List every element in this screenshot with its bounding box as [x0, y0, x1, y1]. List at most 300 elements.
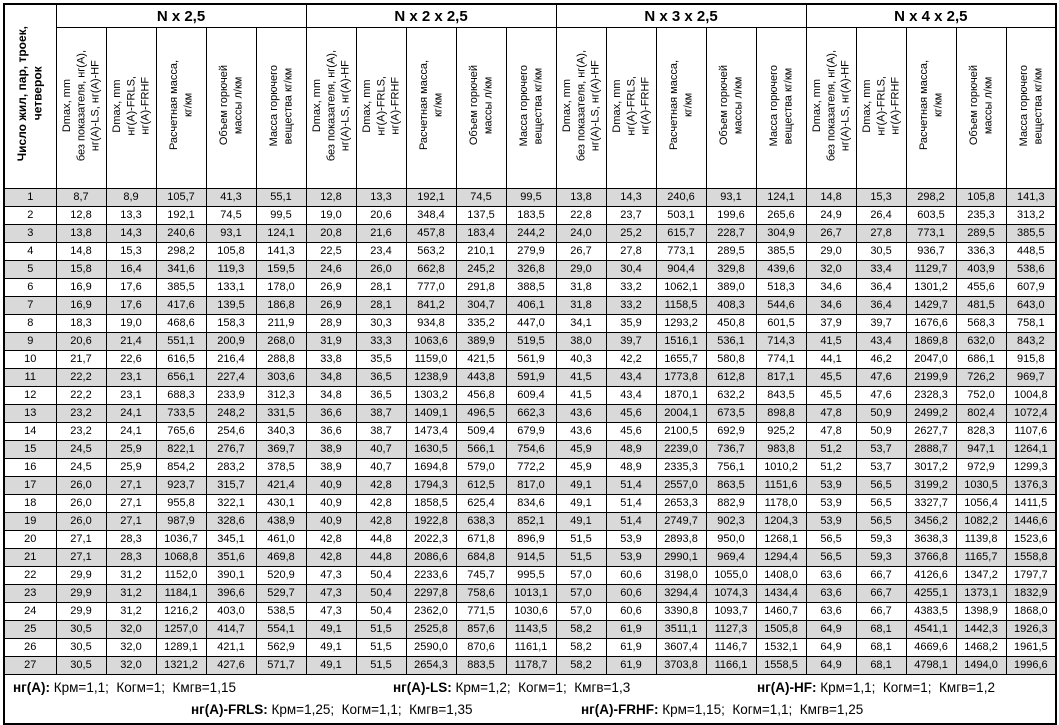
- value-cell: 934,8: [406, 315, 456, 333]
- row-number-cell: 21: [4, 549, 56, 567]
- value-cell: 20,6: [56, 333, 106, 351]
- value-cell: 2022,3: [406, 531, 456, 549]
- value-cell: 3511,1: [656, 621, 706, 639]
- value-cell: 936,7: [906, 243, 956, 261]
- value-cell: 28,3: [106, 531, 156, 549]
- value-cell: 427,6: [206, 657, 256, 675]
- table-row: [4, 189, 1056, 207]
- value-cell: 28,3: [106, 549, 156, 567]
- row-number-cell: 12: [4, 387, 56, 405]
- column-header-text: Dmax, mm нг(А)-FRLS, нг(А)-FRHF: [610, 75, 652, 136]
- value-cell: 36,5: [356, 369, 406, 387]
- value-cell: 322,1: [206, 495, 256, 513]
- value-cell: 1004,8: [1006, 387, 1056, 405]
- footnote-text: Крм=1,25; Когм=1,1; Кмгв=1,35: [271, 702, 473, 717]
- value-cell: 25,9: [106, 441, 156, 459]
- value-cell: 2749,7: [656, 513, 706, 531]
- value-cell: 2086,6: [406, 549, 456, 567]
- row-number-cell: 9: [4, 333, 56, 351]
- row-number-cell: 24: [4, 603, 56, 621]
- value-cell: 1062,1: [656, 279, 706, 297]
- value-cell: 244,2: [506, 225, 556, 243]
- value-cell: 1268,1: [756, 531, 806, 549]
- value-cell: 32,0: [106, 639, 156, 657]
- row-number-cell: 20: [4, 531, 56, 549]
- value-cell: 331,5: [256, 405, 306, 423]
- value-cell: 1129,7: [906, 261, 956, 279]
- value-cell: 240,6: [156, 225, 206, 243]
- value-cell: 39,7: [606, 333, 656, 351]
- footnotes-cell: [4, 675, 1056, 725]
- value-cell: 28,1: [356, 297, 406, 315]
- value-cell: 28,1: [356, 279, 406, 297]
- value-cell: 63,6: [806, 603, 856, 621]
- value-cell: 389,9: [456, 333, 506, 351]
- value-cell: 1468,2: [956, 639, 1006, 657]
- value-cell: 571,7: [256, 657, 306, 675]
- value-cell: 51,5: [556, 549, 606, 567]
- footnote-ngA-FRLS: [191, 699, 472, 721]
- value-cell: 1794,3: [406, 477, 456, 495]
- row-number-cell: 3: [4, 225, 56, 243]
- value-cell: 178,0: [256, 279, 306, 297]
- value-cell: 24,1: [106, 405, 156, 423]
- value-cell: 22,5: [306, 243, 356, 261]
- value-cell: 64,9: [806, 639, 856, 657]
- value-cell: 45,5: [806, 369, 856, 387]
- value-cell: 22,6: [106, 351, 156, 369]
- row-number-cell: 2: [4, 207, 56, 225]
- value-cell: 31,2: [106, 603, 156, 621]
- value-cell: 385,5: [1006, 225, 1056, 243]
- value-cell: 40,9: [306, 477, 356, 495]
- column-header: [806, 28, 856, 189]
- value-cell: 51,4: [606, 513, 656, 531]
- value-cell: 105,8: [956, 189, 1006, 207]
- column-header: [1006, 28, 1056, 189]
- column-header: [506, 28, 556, 189]
- group-title-nx3x25: N x 3 x 2,5: [556, 4, 806, 28]
- value-cell: 304,9: [756, 225, 806, 243]
- value-cell: 29,9: [56, 567, 106, 585]
- value-cell: 291,8: [456, 279, 506, 297]
- table-row: [4, 225, 1056, 243]
- value-cell: 955,8: [156, 495, 206, 513]
- column-header-text: Масса горючего вещества кг/км: [267, 64, 294, 147]
- value-cell: 758,6: [456, 585, 506, 603]
- value-cell: 27,1: [106, 477, 156, 495]
- value-cell: 1166,1: [706, 657, 756, 675]
- value-cell: 328,6: [206, 513, 256, 531]
- value-cell: 8,7: [56, 189, 106, 207]
- value-cell: 450,8: [706, 315, 756, 333]
- value-cell: 972,9: [956, 459, 1006, 477]
- value-cell: 38,0: [556, 333, 606, 351]
- column-header-text: Объем горючей массы л/км: [717, 65, 745, 146]
- value-cell: 27,8: [606, 243, 656, 261]
- value-cell: 26,0: [56, 477, 106, 495]
- value-cell: 754,6: [506, 441, 556, 459]
- value-cell: 48,9: [606, 441, 656, 459]
- table-row: [4, 297, 1056, 315]
- group-header-row: [4, 4, 1056, 28]
- value-cell: 44,8: [356, 549, 406, 567]
- value-cell: 64,9: [806, 657, 856, 675]
- value-cell: 240,6: [656, 189, 706, 207]
- value-cell: 53,7: [856, 441, 906, 459]
- value-cell: 863,5: [706, 477, 756, 495]
- value-cell: 42,8: [356, 513, 406, 531]
- value-cell: 345,1: [206, 531, 256, 549]
- value-cell: 35,9: [606, 315, 656, 333]
- value-cell: 632,2: [706, 387, 756, 405]
- value-cell: 192,1: [156, 207, 206, 225]
- value-cell: 1398,9: [956, 603, 1006, 621]
- value-cell: 822,1: [156, 441, 206, 459]
- value-cell: 538,5: [256, 603, 306, 621]
- value-cell: 66,7: [856, 567, 906, 585]
- value-cell: 26,9: [306, 297, 356, 315]
- value-cell: 23,7: [606, 207, 656, 225]
- column-header: [356, 28, 406, 189]
- value-cell: 32,0: [106, 621, 156, 639]
- value-cell: 30,5: [56, 621, 106, 639]
- value-cell: 21,7: [56, 351, 106, 369]
- value-cell: 279,9: [506, 243, 556, 261]
- table-row: [4, 333, 1056, 351]
- value-cell: 898,8: [756, 405, 806, 423]
- value-cell: 15,3: [856, 189, 906, 207]
- value-cell: 51,5: [556, 531, 606, 549]
- value-cell: 56,5: [856, 495, 906, 513]
- value-cell: 566,1: [456, 441, 506, 459]
- value-cell: 544,6: [756, 297, 806, 315]
- column-header: [706, 28, 756, 189]
- value-cell: 53,7: [856, 459, 906, 477]
- value-cell: 1178,7: [506, 657, 556, 675]
- value-cell: 688,3: [156, 387, 206, 405]
- value-cell: 1868,0: [1006, 603, 1056, 621]
- column-header: [956, 28, 1006, 189]
- value-cell: 1299,3: [1006, 459, 1056, 477]
- value-cell: 408,3: [706, 297, 756, 315]
- value-cell: 1694,8: [406, 459, 456, 477]
- column-header-text: Масса горючего вещества кг/км: [767, 64, 795, 147]
- table-row: [4, 477, 1056, 495]
- table-row: [4, 495, 1056, 513]
- value-cell: 987,9: [156, 513, 206, 531]
- value-cell: 378,5: [256, 459, 306, 477]
- value-cell: 843,2: [1006, 333, 1056, 351]
- value-cell: 26,0: [56, 513, 106, 531]
- value-cell: 13,3: [106, 207, 156, 225]
- footnote-ngA-HF: [757, 677, 995, 699]
- value-cell: 56,5: [806, 549, 856, 567]
- value-cell: 49,1: [556, 495, 606, 513]
- column-header: [656, 28, 706, 189]
- value-cell: 26,7: [806, 225, 856, 243]
- value-cell: 904,4: [656, 261, 706, 279]
- value-cell: 289,5: [706, 243, 756, 261]
- value-cell: 105,8: [206, 243, 256, 261]
- row-number-cell: 4: [4, 243, 56, 261]
- value-cell: 23,2: [56, 405, 106, 423]
- value-cell: 439,6: [756, 261, 806, 279]
- value-cell: 457,8: [406, 225, 456, 243]
- value-cell: 13,8: [56, 225, 106, 243]
- value-cell: 591,9: [506, 369, 556, 387]
- value-cell: 276,7: [206, 441, 256, 459]
- value-cell: 33,2: [606, 279, 656, 297]
- value-cell: 857,6: [456, 621, 506, 639]
- value-cell: 32,0: [106, 657, 156, 675]
- value-cell: 17,6: [106, 279, 156, 297]
- value-cell: 765,6: [156, 423, 206, 441]
- value-cell: 45,9: [556, 459, 606, 477]
- value-cell: 44,1: [806, 351, 856, 369]
- value-cell: 882,9: [706, 495, 756, 513]
- table-row: [4, 243, 1056, 261]
- row-number-cell: 13: [4, 405, 56, 423]
- footnote-text: Крм=1,2; Когм=1; Кмгв=1,3: [455, 680, 631, 695]
- value-cell: 47,3: [306, 567, 356, 585]
- value-cell: 34,8: [306, 387, 356, 405]
- value-cell: 60,6: [606, 567, 656, 585]
- value-cell: 3607,4: [656, 639, 706, 657]
- value-cell: 923,7: [156, 477, 206, 495]
- value-cell: 615,7: [656, 225, 706, 243]
- column-header: [406, 28, 456, 189]
- value-cell: 53,9: [606, 531, 656, 549]
- value-cell: 66,7: [856, 585, 906, 603]
- value-cell: 268,0: [256, 333, 306, 351]
- value-cell: 12,8: [306, 189, 356, 207]
- column-header: [306, 28, 356, 189]
- table-row: [4, 441, 1056, 459]
- value-cell: 200,9: [206, 333, 256, 351]
- table-row: [4, 621, 1056, 639]
- value-cell: 1204,3: [756, 513, 806, 531]
- value-cell: 53,9: [806, 495, 856, 513]
- value-cell: 1159,0: [406, 351, 456, 369]
- value-cell: 950,0: [706, 531, 756, 549]
- footnote-text: Крм=1,1; Когм=1; Кмгв=1,2: [820, 680, 995, 695]
- value-cell: 448,5: [1006, 243, 1056, 261]
- value-cell: 1516,1: [656, 333, 706, 351]
- value-cell: 133,1: [206, 279, 256, 297]
- value-cell: 403,0: [206, 603, 256, 621]
- value-cell: 51,5: [356, 621, 406, 639]
- value-cell: 159,5: [256, 261, 306, 279]
- value-cell: 2653,3: [656, 495, 706, 513]
- value-cell: 26,9: [306, 279, 356, 297]
- value-cell: 313,2: [1006, 207, 1056, 225]
- value-cell: 561,9: [506, 351, 556, 369]
- value-cell: 579,0: [456, 459, 506, 477]
- value-cell: 41,5: [556, 387, 606, 405]
- value-cell: 289,5: [956, 225, 1006, 243]
- value-cell: 49,1: [306, 621, 356, 639]
- value-cell: 1523,6: [1006, 531, 1056, 549]
- row-number-cell: 17: [4, 477, 56, 495]
- value-cell: 329,8: [706, 261, 756, 279]
- value-cell: 443,8: [456, 369, 506, 387]
- value-cell: 211,9: [256, 315, 306, 333]
- value-cell: 1072,4: [1006, 405, 1056, 423]
- value-cell: 1797,7: [1006, 567, 1056, 585]
- table-row: [4, 279, 1056, 297]
- value-cell: 1152,0: [156, 567, 206, 585]
- value-cell: 1434,4: [756, 585, 806, 603]
- value-cell: 834,6: [506, 495, 556, 513]
- value-cell: 74,5: [456, 189, 506, 207]
- value-cell: 4541,1: [906, 621, 956, 639]
- table-row: [4, 459, 1056, 477]
- value-cell: 3766,8: [906, 549, 956, 567]
- value-cell: 29,9: [56, 603, 106, 621]
- value-cell: 1107,6: [1006, 423, 1056, 441]
- value-cell: 32,0: [806, 261, 856, 279]
- corner-header: [4, 4, 56, 189]
- value-cell: 12,8: [56, 207, 106, 225]
- value-cell: 51,2: [806, 459, 856, 477]
- value-cell: 852,1: [506, 513, 556, 531]
- value-cell: 61,9: [606, 639, 656, 657]
- value-cell: 1165,7: [956, 549, 1006, 567]
- value-cell: 24,0: [556, 225, 606, 243]
- value-cell: 18,3: [56, 315, 106, 333]
- value-cell: 554,1: [256, 621, 306, 639]
- column-header-text: Расчетная масса, кг/км: [167, 60, 194, 151]
- value-cell: 192,1: [406, 189, 456, 207]
- column-header: [856, 28, 906, 189]
- value-cell: 36,5: [356, 387, 406, 405]
- value-cell: 93,1: [206, 225, 256, 243]
- value-cell: 673,5: [706, 405, 756, 423]
- value-cell: 227,4: [206, 369, 256, 387]
- value-cell: 1293,2: [656, 315, 706, 333]
- value-cell: 288,8: [256, 351, 306, 369]
- value-cell: 2199,9: [906, 369, 956, 387]
- value-cell: 1161,1: [506, 639, 556, 657]
- value-cell: 41,5: [806, 333, 856, 351]
- value-cell: 20,8: [306, 225, 356, 243]
- value-cell: 925,2: [756, 423, 806, 441]
- value-cell: 870,6: [456, 639, 506, 657]
- value-cell: 22,2: [56, 387, 106, 405]
- value-cell: 817,0: [506, 477, 556, 495]
- value-cell: 632,0: [956, 333, 1006, 351]
- footnote-label: нг(А)-LS:: [393, 680, 452, 695]
- value-cell: 61,9: [606, 621, 656, 639]
- value-cell: 714,3: [756, 333, 806, 351]
- cable-spec-table: [3, 3, 1057, 725]
- column-header-text: Масса горючего вещества кг/км: [1017, 64, 1044, 147]
- column-header-text: Dmax, mm нг(А)-FRLS, нг(А)-FRHF: [860, 75, 902, 136]
- value-cell: 68,1: [856, 657, 906, 675]
- value-cell: 38,7: [356, 423, 406, 441]
- value-cell: 47,6: [856, 369, 906, 387]
- value-cell: 26,0: [56, 495, 106, 513]
- footnote-ngA-LS: [393, 677, 630, 699]
- table-row: [4, 549, 1056, 567]
- value-cell: 607,9: [1006, 279, 1056, 297]
- value-cell: 679,9: [506, 423, 556, 441]
- value-cell: 19,0: [306, 207, 356, 225]
- value-cell: 36,4: [856, 279, 906, 297]
- value-cell: 1832,9: [1006, 585, 1056, 603]
- column-header-text: Расчетная масса, кг/км: [417, 60, 444, 151]
- value-cell: 638,3: [456, 513, 506, 531]
- value-cell: 773,1: [656, 243, 706, 261]
- value-cell: 2297,8: [406, 585, 456, 603]
- value-cell: 14,8: [56, 243, 106, 261]
- row-number-cell: 6: [4, 279, 56, 297]
- table-row: [4, 585, 1056, 603]
- value-cell: 662,8: [406, 261, 456, 279]
- value-cell: 48,9: [606, 459, 656, 477]
- value-cell: 61,9: [606, 657, 656, 675]
- value-cell: 1082,2: [956, 513, 1006, 531]
- value-cell: 265,6: [756, 207, 806, 225]
- value-cell: 24,9: [806, 207, 856, 225]
- value-cell: 315,7: [206, 477, 256, 495]
- value-cell: 51,4: [606, 495, 656, 513]
- value-cell: 686,1: [956, 351, 1006, 369]
- value-cell: 248,2: [206, 405, 256, 423]
- value-cell: 25,9: [106, 459, 156, 477]
- value-cell: 671,8: [456, 531, 506, 549]
- value-cell: 771,5: [456, 603, 506, 621]
- value-cell: 3199,2: [906, 477, 956, 495]
- value-cell: 1376,3: [1006, 477, 1056, 495]
- value-cell: 351,6: [206, 549, 256, 567]
- value-cell: 1055,0: [706, 567, 756, 585]
- value-cell: 63,6: [806, 567, 856, 585]
- value-cell: 99,5: [256, 207, 306, 225]
- value-cell: 45,9: [556, 441, 606, 459]
- value-cell: 47,8: [806, 405, 856, 423]
- column-header-text: Объем горючей массы л/км: [967, 65, 995, 146]
- value-cell: 4126,6: [906, 567, 956, 585]
- value-cell: 1532,1: [756, 639, 806, 657]
- value-cell: 529,7: [256, 585, 306, 603]
- subheader-row: [4, 28, 1056, 189]
- footnote-text: Крм=1,1; Когм=1; Кмгв=1,15: [53, 680, 236, 695]
- value-cell: 1074,3: [706, 585, 756, 603]
- table-row: [4, 351, 1056, 369]
- value-cell: 995,5: [506, 567, 556, 585]
- value-cell: 1036,7: [156, 531, 206, 549]
- value-cell: 27,1: [56, 531, 106, 549]
- value-cell: 773,1: [906, 225, 956, 243]
- footnote-ngA-FRHF: [581, 699, 863, 721]
- value-cell: 42,2: [606, 351, 656, 369]
- value-cell: 105,7: [156, 189, 206, 207]
- value-cell: 772,2: [506, 459, 556, 477]
- row-number-cell: 19: [4, 513, 56, 531]
- value-cell: 34,1: [556, 315, 606, 333]
- value-cell: 580,8: [706, 351, 756, 369]
- column-header: [756, 28, 806, 189]
- value-cell: 44,8: [356, 531, 406, 549]
- value-cell: 59,3: [856, 549, 906, 567]
- value-cell: 385,5: [756, 243, 806, 261]
- value-cell: 31,8: [556, 279, 606, 297]
- value-cell: 124,1: [756, 189, 806, 207]
- table-row: [4, 603, 1056, 621]
- value-cell: 1494,0: [956, 657, 1006, 675]
